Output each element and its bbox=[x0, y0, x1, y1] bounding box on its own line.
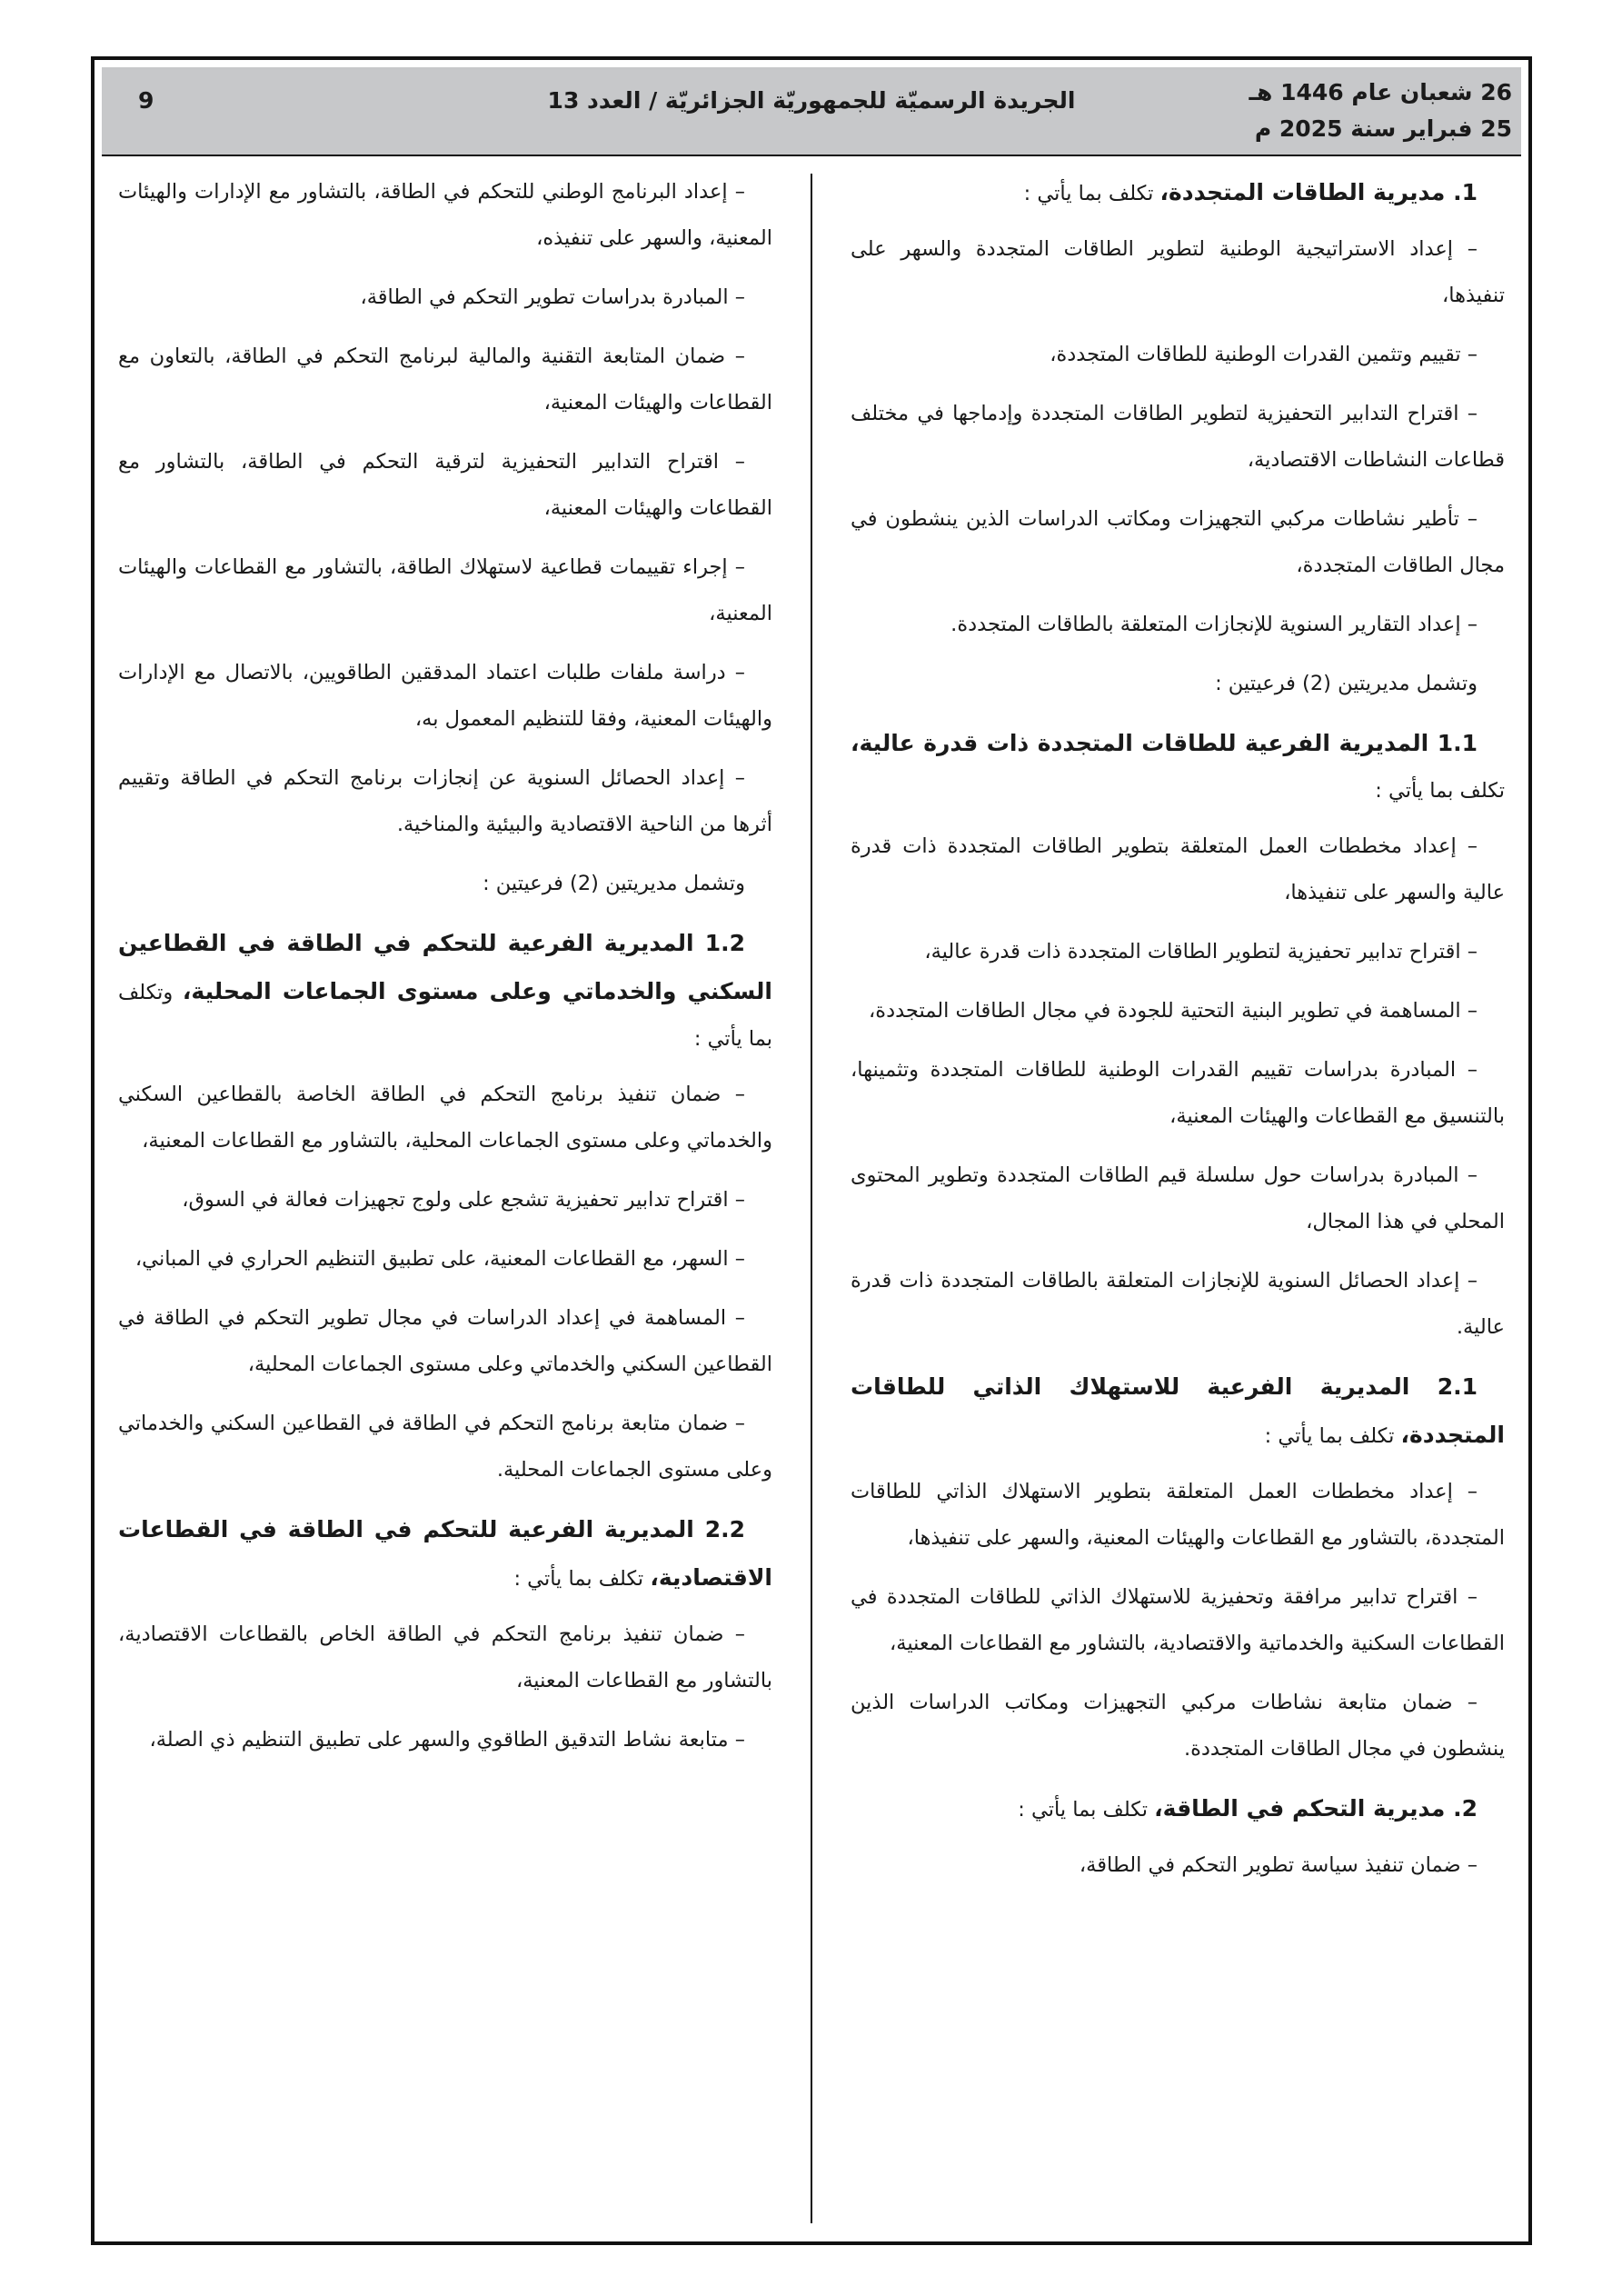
column-divider bbox=[811, 174, 812, 2223]
paragraph-text: – اقتراح تدابير تحفيزية لتطوير الطاقات المتجددة ذات قدرة عالية، bbox=[924, 940, 1478, 963]
paragraph bbox=[118, 334, 772, 426]
paragraph-text: – المبادرة بدراسات تطوير التحكم في الطاقة، bbox=[360, 285, 745, 309]
paragraph bbox=[118, 1295, 772, 1388]
page-frame bbox=[91, 56, 1532, 2245]
section-heading bbox=[118, 1506, 772, 1602]
paragraph-text: – إعداد الحصائل السنوية للإنجازات المتعلقة بالطاقات المتجددة ذات قدرة عالية. bbox=[851, 1269, 1505, 1339]
heading-bold-text: 2.1 المديرية الفرعية للاستهلاك الذاتي للطاقات المتجددة، bbox=[851, 1373, 1505, 1448]
heading-bold-text: 1.1 المديرية الفرعية للطاقات المتجددة ذات قدرة عالية، bbox=[851, 730, 1478, 756]
paragraph bbox=[118, 861, 772, 907]
paragraph bbox=[851, 1469, 1505, 1562]
paragraph-text: – ضمان متابعة برنامج التحكم في الطاقة في القطاعين السكني والخدماتي وعلى مستوى الجماعات المحلية. bbox=[118, 1412, 772, 1482]
section-heading bbox=[851, 1785, 1505, 1833]
column-right bbox=[851, 169, 1505, 1902]
paragraph-text: تكلف بما يأتي : bbox=[1023, 182, 1160, 205]
section-heading bbox=[851, 720, 1505, 814]
paragraph bbox=[851, 1574, 1505, 1667]
paragraph-text: – إعداد مخططات العمل المتعلقة بتطوير الاستهلاك الذاتي للطاقات المتجددة، بالتشاور مع القطاعات والهيئات المعنية، والسهر على تنفيذها، bbox=[851, 1480, 1505, 1550]
paragraph-text: – السهر، مع القطاعات المعنية، على تطبيق التنظيم الحراري في المباني، bbox=[134, 1247, 745, 1271]
paragraph bbox=[118, 1401, 772, 1493]
paragraph-text: – اقتراح التدابير التحفيزية لترقية التحكم في الطاقة، بالتشاور مع القطاعات والهيئات المعنية، bbox=[118, 450, 772, 520]
paragraph-text: – إجراء تقييمات قطاعية لاستهلاك الطاقة، بالتشاور مع القطاعات والهيئات المعنية، bbox=[118, 555, 772, 625]
paragraph-text: – المبادرة بدراسات تقييم القدرات الوطنية للطاقات المتجددة وتثمينها، بالتنسيق مع القطاعات والهيئات المعنية، bbox=[851, 1058, 1505, 1128]
paragraph bbox=[118, 544, 772, 637]
paragraph-text: – إعداد الحصائل السنوية عن إنجازات برنامج التحكم في الطاقة وتقييم أثرها من الناحية الاقتصادية والبيئية والمناخية. bbox=[118, 766, 772, 836]
paragraph-text: – المساهمة في إعداد الدراسات في مجال تطوير التحكم في الطاقة في القطاعين السكني والخدماتي وعلى مستوى الجماعات المحلية، bbox=[118, 1306, 772, 1376]
paragraph bbox=[851, 391, 1505, 484]
paragraph bbox=[851, 988, 1505, 1034]
date-gregorian: 25 فبراير سنة 2025 م bbox=[1254, 115, 1512, 142]
paragraph bbox=[851, 929, 1505, 975]
paragraph-text: – دراسة ملفات طلبات اعتماد المدققين الطاقويين، بالاتصال مع الإدارات والهيئات المعنية، وفقا للتنظيم المعمول به، bbox=[118, 661, 772, 731]
paragraph-text: تكلف بما يأتي : bbox=[1375, 779, 1505, 803]
heading-bold-text: 2. مديرية التحكم في الطاقة، bbox=[1154, 1795, 1478, 1822]
paragraph-text: – المبادرة بدراسات حول سلسلة قيم الطاقات المتجددة وتطوير المحتوى المحلي في هذا المجال، bbox=[851, 1163, 1505, 1233]
paragraph bbox=[851, 226, 1505, 319]
paragraph-text: وتكلف بما يأتي : bbox=[118, 981, 772, 1051]
page-header bbox=[102, 67, 1521, 156]
paragraph bbox=[851, 1153, 1505, 1245]
paragraph-text: – إعداد مخططات العمل المتعلقة بتطوير الطاقات المتجددة ذات قدرة عالية والسهر على تنفيذها، bbox=[851, 834, 1505, 904]
paragraph bbox=[851, 496, 1505, 589]
paragraph bbox=[851, 602, 1505, 648]
heading-bold-text: 1.2 المديرية الفرعية للتحكم في الطاقة في القطاعين السكني والخدماتي وعلى مستوى الجماعات المحلية، bbox=[118, 930, 772, 1004]
paragraph-text: وتشمل مديريتين (2) فرعيتين : bbox=[1215, 672, 1478, 695]
paragraph-text: – تقييم وتثمين القدرات الوطنية للطاقات المتجددة، bbox=[1050, 343, 1478, 366]
paragraph bbox=[851, 1047, 1505, 1140]
paragraph-text: – ضمان تنفيذ برنامج التحكم في الطاقة الخاصة بالقطاعين السكني والخدماتي وعلى مستوى الجماعات المحلية، بالتشاور مع القطاعات المعنية، bbox=[118, 1083, 772, 1153]
paragraph bbox=[118, 1177, 772, 1223]
paragraph bbox=[118, 169, 772, 262]
paragraph bbox=[118, 1612, 772, 1704]
page-number: 9 bbox=[138, 87, 154, 114]
paragraph-text: تكلف بما يأتي : bbox=[1018, 1798, 1155, 1822]
paragraph bbox=[851, 1258, 1505, 1351]
paragraph bbox=[851, 1842, 1505, 1889]
section-heading bbox=[851, 169, 1505, 217]
paragraph-text: – متابعة نشاط التدقيق الطاقوي والسهر على تطبيق التنظيم ذي الصلة، bbox=[149, 1728, 745, 1752]
heading-bold-text: 2.2 المديرية الفرعية للتحكم في الطاقة في القطاعات الاقتصادية، bbox=[118, 1516, 772, 1591]
paragraph bbox=[851, 661, 1505, 707]
paragraph bbox=[118, 755, 772, 848]
paragraph bbox=[118, 1072, 772, 1164]
paragraph-text: – المساهمة في تطوير البنية التحتية للجودة في مجال الطاقات المتجددة، bbox=[869, 999, 1478, 1023]
paragraph-text: – ضمان تنفيذ سياسة تطوير التحكم في الطاقة، bbox=[1079, 1853, 1478, 1877]
paragraph bbox=[118, 650, 772, 743]
section-heading bbox=[118, 920, 772, 1063]
paragraph-text: – اقتراح تدابير تحفيزية تشجع على ولوج تجهيزات فعالة في السوق، bbox=[182, 1188, 745, 1212]
heading-bold-text: 1. مديرية الطاقات المتجددة، bbox=[1159, 179, 1478, 205]
paragraph-text: – ضمان متابعة نشاطات مركبي التجهيزات ومكاتب الدراسات الذين ينشطون في مجال الطاقات المتجددة. bbox=[851, 1691, 1505, 1761]
paragraph bbox=[118, 1236, 772, 1283]
paragraph-text: تكلف بما يأتي : bbox=[513, 1567, 651, 1591]
paragraph bbox=[118, 275, 772, 321]
section-heading bbox=[851, 1363, 1505, 1460]
paragraph-text: – تأطير نشاطات مركبي التجهيزات ومكاتب الدراسات الذين ينشطون في مجال الطاقات المتجددة، bbox=[851, 507, 1505, 577]
paragraph bbox=[851, 1680, 1505, 1772]
paragraph bbox=[851, 824, 1505, 916]
gazette-title: الجريدة الرسميّة للجمهوريّة الجزائريّة / العدد 13 bbox=[547, 87, 1076, 114]
paragraph bbox=[118, 439, 772, 532]
paragraph-text: – اقتراح التدابير التحفيزية لتطوير الطاقات المتجددة وإدماجها في مختلف قطاعات النشاطات الاقتصادية، bbox=[851, 402, 1505, 472]
date-hijri: 26 شعبان عام 1446 هـ bbox=[1249, 79, 1512, 105]
paragraph bbox=[851, 332, 1505, 378]
paragraph-text: – اقتراح تدابير مرافقة وتحفيزية للاستهلاك الذاتي للطاقات المتجددة في القطاعات السكنية والخدماتية والاقتصادية، بالتشاور مع القطاعات المعنية، bbox=[851, 1585, 1505, 1655]
paragraph-text: – إعداد البرنامج الوطني للتحكم في الطاقة، بالتشاور مع الإدارات والهيئات المعنية، والسهر على تنفيذه، bbox=[118, 180, 772, 250]
paragraph-text: – ضمان المتابعة التقنية والمالية لبرنامج التحكم في الطاقة، بالتعاون مع القطاعات والهيئات المعنية، bbox=[118, 344, 772, 414]
paragraph-text: تكلف بما يأتي : bbox=[1264, 1424, 1401, 1448]
paragraph bbox=[118, 1717, 772, 1763]
paragraph-text: – إعداد الاستراتيجية الوطنية لتطوير الطاقات المتجددة والسهر على تنفيذها، bbox=[851, 237, 1505, 307]
paragraph-text: – إعداد التقارير السنوية للإنجازات المتعلقة بالطاقات المتجددة. bbox=[950, 613, 1478, 636]
column-left bbox=[118, 169, 772, 1776]
paragraph-text: – ضمان تنفيذ برنامج التحكم في الطاقة الخاص بالقطاعات الاقتصادية، بالتشاور مع القطاعات المعنية، bbox=[118, 1622, 772, 1692]
paragraph-text: وتشمل مديريتين (2) فرعيتين : bbox=[483, 872, 745, 895]
